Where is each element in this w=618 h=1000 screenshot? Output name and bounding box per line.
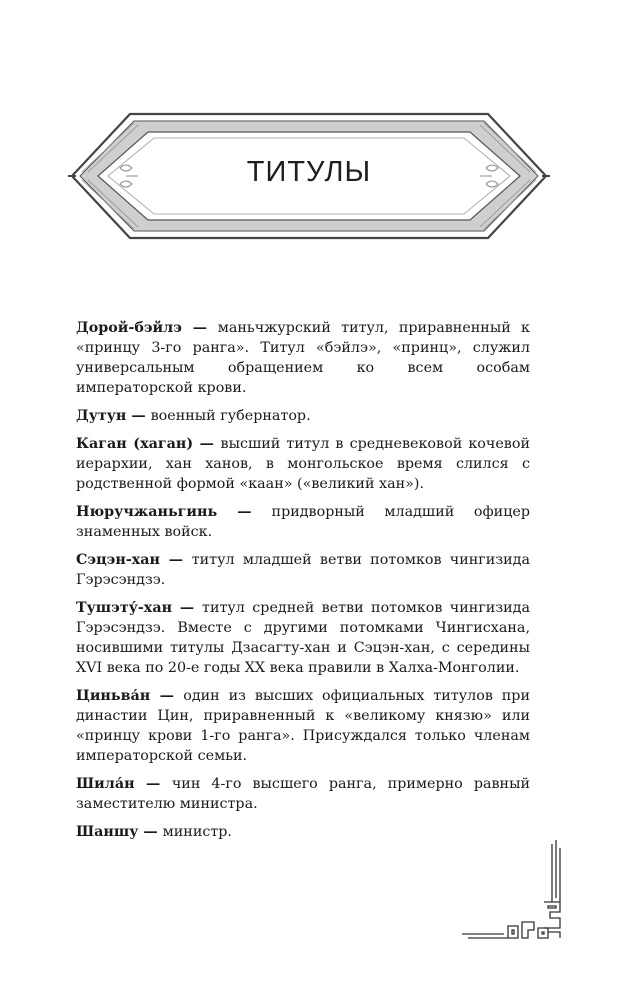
entry-definition: высший титул в средневековой кочевой иерархии, хан ханов, в монгольское время слился с родственной формой «каан» («великий хан»). bbox=[76, 436, 530, 492]
entry-definition: придворный младший офицер знаменных войск. bbox=[76, 504, 530, 540]
entry-dash: — bbox=[138, 824, 163, 840]
glossary-entry bbox=[76, 550, 530, 590]
entry-term: Дутун bbox=[76, 408, 127, 424]
entry-dash: — bbox=[172, 600, 203, 616]
entry-dash: — bbox=[217, 504, 272, 520]
entry-dash: — bbox=[160, 552, 192, 568]
entry-definition: маньчжурский титул, приравненный к «принцу 3-го ранга». Титул «бэйлэ», «принц», служил универсальным обращением ко всем особам императорской крови. bbox=[76, 320, 530, 396]
entry-definition: титул младшей ветви потомков чингизида Гэрэсэндзэ. bbox=[76, 552, 530, 588]
entry-dash: — bbox=[134, 776, 172, 792]
corner-ornament bbox=[460, 840, 570, 950]
entry-term: Дорой-бэйлэ bbox=[76, 320, 182, 336]
glossary-list bbox=[76, 318, 530, 850]
entry-dash: — bbox=[193, 436, 221, 452]
entry-definition: титул средней ветви потомков чингизида Гэрэсэндзэ. Вместе с другими потомками Чингисхана, носившими титулы Дзасагту-хан и Сэцэн-хан, с середины XVI века по 20-е годы XX века правили в Халха-Монголии. bbox=[76, 600, 530, 676]
entry-definition: военный губернатор. bbox=[150, 408, 311, 424]
entry-definition: чин 4-го высшего ранга, примерно равный заместителю министра. bbox=[76, 776, 530, 812]
entry-term: Циньва́н bbox=[76, 688, 151, 704]
glossary-entry bbox=[76, 406, 530, 426]
glossary-entry bbox=[76, 318, 530, 398]
title-banner bbox=[68, 110, 550, 242]
entry-term: Сэцэн-хан bbox=[76, 552, 161, 568]
entry-definition: один из высших официальных титулов при династии Цин, приравненный к «великому князю» или «принцу крови 1-го ранга». Присуждался только членам императорской семьи. bbox=[76, 688, 530, 764]
glossary-entry bbox=[76, 598, 530, 678]
entry-term: Шила́н bbox=[76, 776, 135, 792]
glossary-entry bbox=[76, 774, 530, 814]
page-title: ТИТУЛЫ bbox=[246, 156, 372, 188]
entry-dash: — bbox=[181, 320, 218, 336]
glossary-entry bbox=[76, 502, 530, 542]
entry-dash: — bbox=[150, 688, 184, 704]
entry-term: Шаншу bbox=[76, 824, 139, 840]
entry-term: Тушэту́-хан bbox=[76, 600, 173, 616]
entry-term: Каган (хаган) bbox=[76, 436, 194, 452]
glossary-entry bbox=[76, 822, 530, 842]
entry-dash: — bbox=[126, 408, 151, 424]
glossary-entry bbox=[76, 686, 530, 766]
glossary-entry bbox=[76, 434, 530, 494]
meander-ornament-icon bbox=[460, 840, 570, 950]
entry-definition: министр. bbox=[162, 824, 232, 840]
entry-term: Нюручжаньгинь bbox=[76, 504, 218, 520]
